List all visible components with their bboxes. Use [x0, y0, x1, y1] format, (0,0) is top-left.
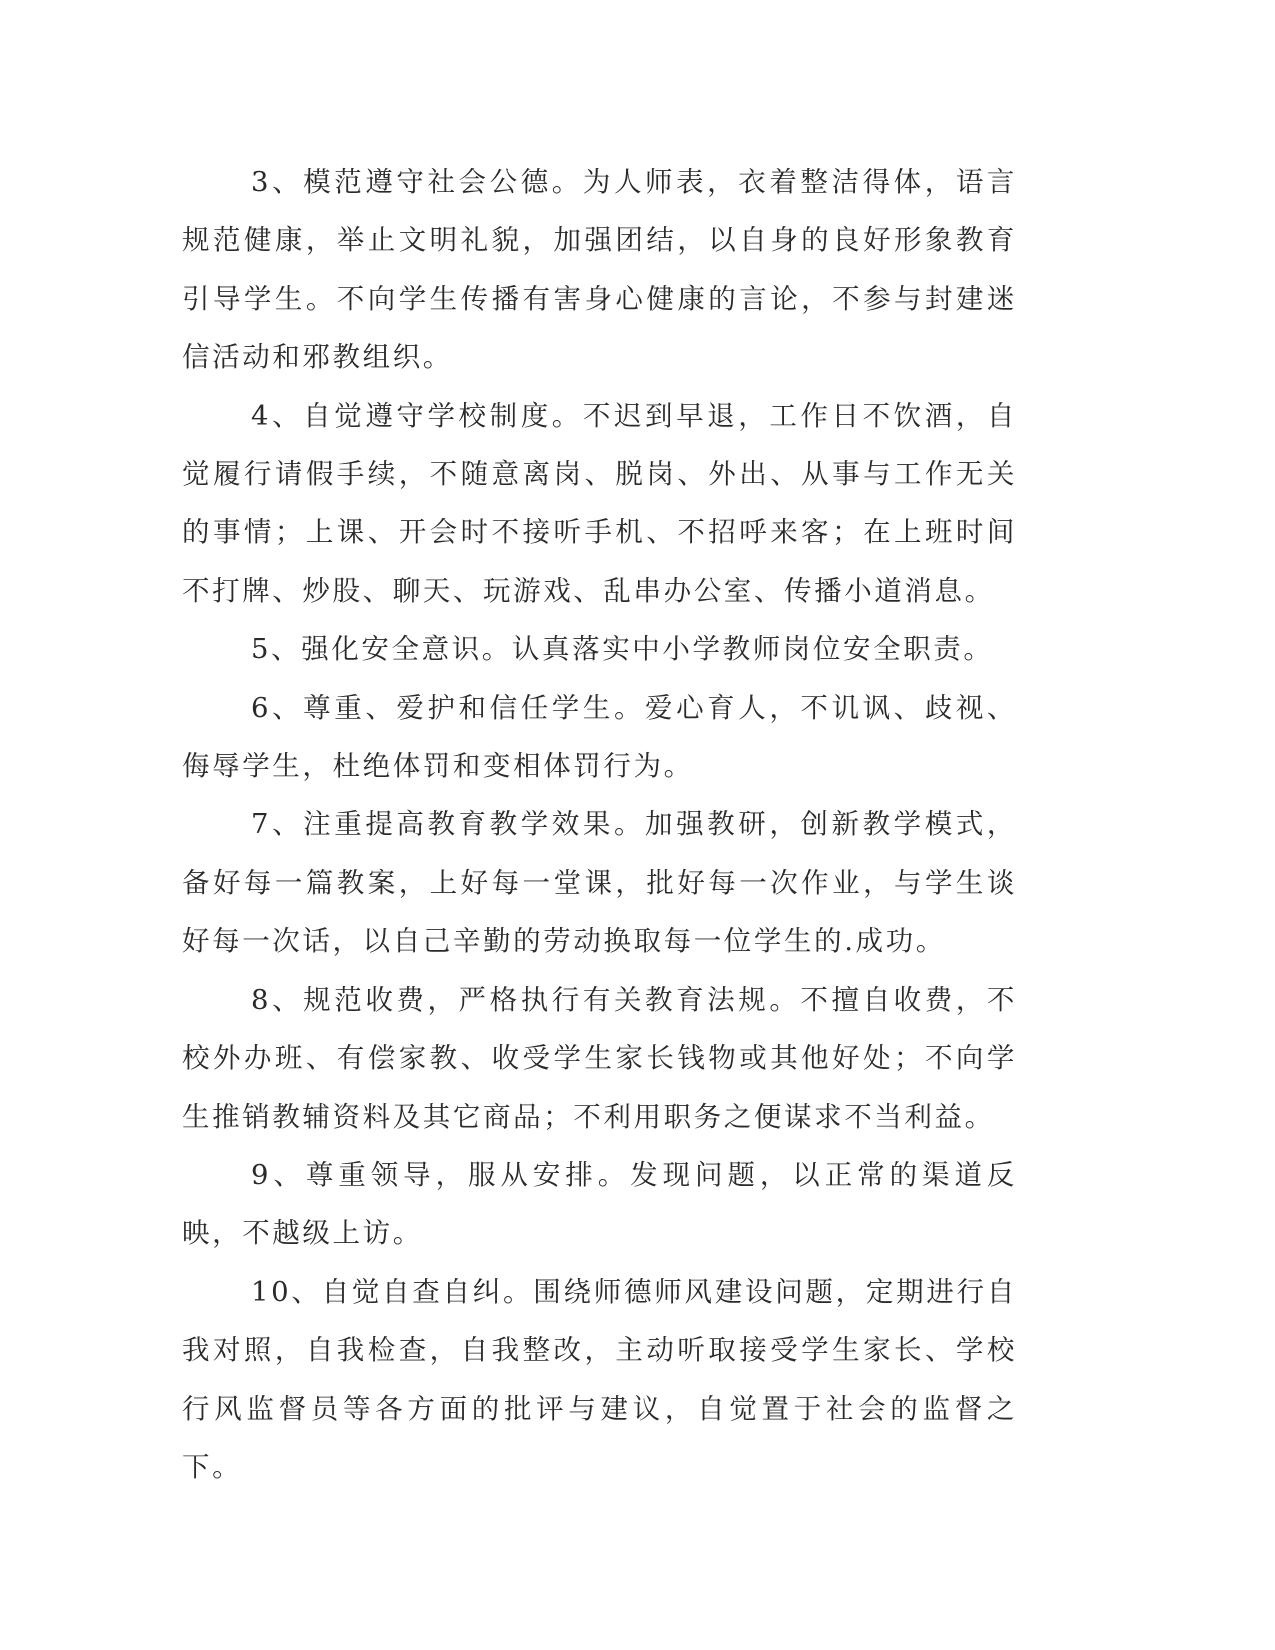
paragraph-item-4: 4、自觉遵守学校制度。不迟到早退，工作日不饮酒，自觉履行请假手续，不随意离岗、脱岗、外出、从事与工作无关的事情；上课、开会时不接听手机、不招呼来客；在上班时间不打牌、炒股、聊天、玩游戏、乱串办公室、传播小道消息。 [182, 399, 1017, 607]
paragraph-item-9: 9、尊重领导，服从安排。发现问题，以正常的渠道反映，不越级上访。 [182, 1158, 1017, 1250]
paragraph-item-6: 6、尊重、爱护和信任学生。爱心育人，不讥讽、歧视、侮辱学生，杜绝体罚和变相体罚行为。 [182, 691, 1017, 783]
paragraph-item-10: 10、自觉自查自纠。围绕师德师风建设问题，定期进行自我对照，自我检查，自我整改，主动听取接受学生家长、学校行风监督员等各方面的批评与建议，自觉置于社会的监督之下。 [182, 1275, 1017, 1483]
paragraph-item-7: 7、注重提高教育教学效果。加强教研，创新教学模式，备好每一篇教案，上好每一堂课，批好每一次作业，与学生谈好每一次话，以自己辛勤的劳动换取每一位学生的.成功。 [182, 808, 1017, 958]
document-body [182, 153, 1017, 1496]
paragraph-item-5: 5、强化安全意识。认真落实中小学教师岗位安全职责。 [251, 633, 994, 666]
paragraph-item-3: 3、模范遵守社会公德。为人师表，衣着整洁得体，语言规范健康，举止文明礼貌，加强团结，以自身的良好形象教育引导学生。不向学生传播有害身心健康的言论，不参与封建迷信活动和邪教组织。 [182, 166, 1017, 374]
paragraph-item-8: 8、规范收费，严格执行有关教育法规。不擅自收费，不校外办班、有偿家教、收受学生家长钱物或其他好处；不向学生推销教辅资料及其它商品；不利用职务之便谋求不当利益。 [182, 983, 1017, 1133]
